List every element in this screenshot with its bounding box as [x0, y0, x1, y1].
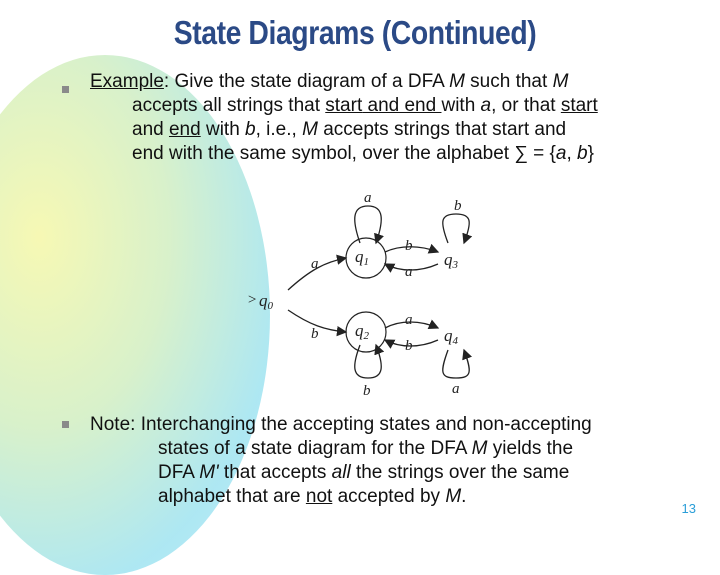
example-line-4: end with the same symbol, over the alphabet ∑ = {a, b}	[132, 143, 594, 164]
label-q1-q3: b	[405, 238, 413, 254]
slide-title: State Diagrams (Continued)	[173, 14, 537, 51]
state-q4: q4	[444, 326, 458, 347]
label-q4-q2: b	[405, 338, 413, 354]
sigma-symbol: ∑	[514, 143, 528, 164]
note-line-1: Note: Interchanging the accepting states and non-accepting	[90, 414, 592, 435]
loop-q4	[443, 350, 470, 378]
note-line-2: states of a state diagram for the DFA M yields the	[158, 438, 574, 459]
loop-q1	[355, 206, 382, 243]
state-q3: q3	[444, 250, 458, 271]
label-q1-self: a	[364, 190, 372, 206]
start-marker: >	[247, 292, 258, 308]
state-q2: q2	[355, 321, 369, 342]
label-q3-q1: a	[405, 264, 413, 280]
label-q3-self: b	[454, 198, 462, 214]
state-q0: q0	[259, 291, 273, 312]
page-number: 13	[681, 501, 696, 516]
example-line-2: accepts all strings that start and end with a, or that start	[132, 95, 598, 116]
state-q1: q1	[355, 247, 369, 268]
example-label: Example	[90, 71, 164, 92]
example-line-1: Example: Give the state diagram of a DFA M such that M	[90, 71, 569, 92]
label-q4-self: a	[452, 381, 460, 397]
note-line-4: alphabet that are not accepted by M.	[158, 486, 467, 507]
note-paragraph	[90, 413, 592, 509]
example-line-3: and end with b, i.e., M accepts strings that start and	[132, 119, 567, 140]
label-q0-q1: a	[311, 256, 319, 272]
label-q2-q4: a	[405, 312, 413, 328]
label-q0-q2: b	[311, 326, 319, 342]
label-q2-self: b	[363, 383, 371, 399]
loop-q3	[443, 214, 470, 243]
note-line-3: DFA M' that accepts all the strings over the same	[158, 462, 570, 483]
bullet-square	[62, 421, 69, 428]
loop-q2	[355, 345, 382, 378]
